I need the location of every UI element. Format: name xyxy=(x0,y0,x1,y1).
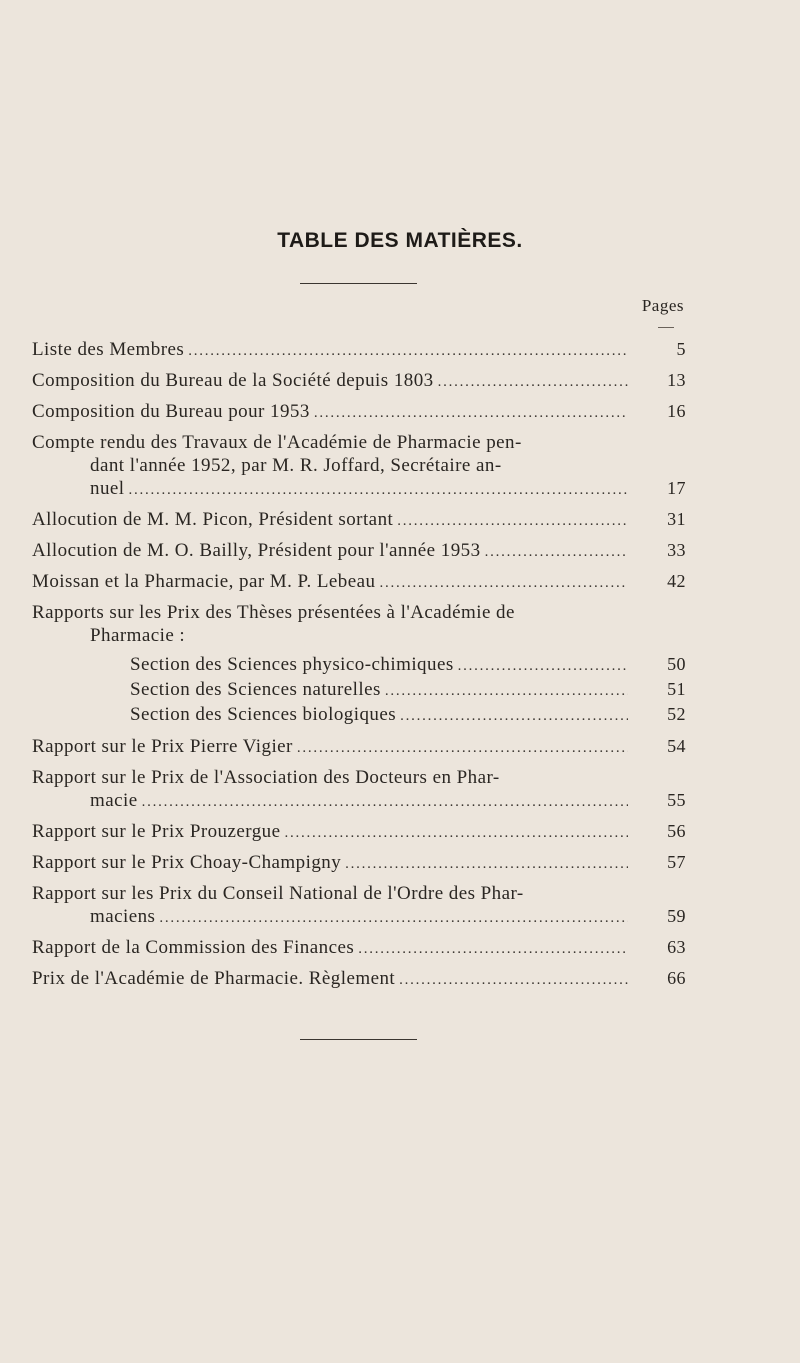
toc-page-number: 63 xyxy=(667,937,686,957)
toc-entry xyxy=(32,338,686,363)
toc-page-number: 66 xyxy=(667,968,686,988)
toc-entry-last-line xyxy=(32,789,686,814)
toc-entry-text: Section des Sciences physico-chimiques xyxy=(130,654,454,675)
toc-entry-last-line xyxy=(32,477,686,502)
toc-entry-text: Section des Sciences naturelles xyxy=(130,679,381,700)
toc-page-number: 50 xyxy=(667,654,686,674)
dot-leader xyxy=(379,572,628,595)
toc-entry-last-line xyxy=(32,735,686,760)
toc-entry xyxy=(32,369,686,394)
pages-column-header: Pages xyxy=(641,296,684,315)
toc-entry-text: Prix de l'Académie de Pharmacie. Règlement xyxy=(32,968,396,989)
toc-entry-text: Section des Sciences biologiques xyxy=(130,704,397,725)
toc-entry-last-line xyxy=(130,678,686,703)
toc-entry-text: Rapport sur le Prix Prouzergue xyxy=(32,821,281,842)
toc-entry-text: maciens xyxy=(90,906,156,927)
toc-entry-text: Liste des Membres xyxy=(32,339,185,360)
toc-entry xyxy=(32,967,686,992)
toc-page-number: 56 xyxy=(667,821,686,841)
toc-entry-last-line xyxy=(32,400,686,425)
toc-entry xyxy=(32,820,686,845)
toc-subentry xyxy=(130,653,686,678)
toc-entry-text: Rapport sur le Prix Pierre Vigier xyxy=(32,736,293,757)
toc-entry-last-line xyxy=(32,936,686,961)
toc-page-number: 57 xyxy=(667,852,686,872)
toc-entry xyxy=(32,882,686,930)
table-of-contents xyxy=(32,338,686,998)
toc-entry-last-line xyxy=(32,539,686,564)
toc-entry-text: Composition du Bureau de la Société depuis 1803 xyxy=(32,370,434,391)
toc-entry-text: macie xyxy=(90,790,138,811)
dot-leader xyxy=(358,938,628,961)
toc-page-number: 33 xyxy=(667,540,686,560)
toc-page-number: 55 xyxy=(667,790,686,810)
toc-entry-last-line xyxy=(130,653,686,678)
toc-entry xyxy=(32,601,686,647)
title-divider xyxy=(300,283,417,284)
toc-entry xyxy=(32,400,686,425)
toc-entry xyxy=(32,735,686,760)
footer-divider xyxy=(300,1039,417,1040)
toc-entry-last-line xyxy=(32,851,686,876)
toc-entry xyxy=(32,431,686,502)
dot-leader xyxy=(142,791,628,814)
dot-leader xyxy=(314,402,628,425)
toc-entry xyxy=(32,570,686,595)
toc-entry-text: Rapport sur le Prix Choay-Champigny xyxy=(32,852,342,873)
toc-page-number: 16 xyxy=(667,401,686,421)
dot-leader xyxy=(485,541,628,564)
page-title: TABLE DES MATIÈRES. xyxy=(277,229,523,252)
pages-header-dash xyxy=(658,327,674,328)
toc-entry xyxy=(32,851,686,876)
dot-leader xyxy=(400,705,628,728)
toc-entry-text: Allocution de M. M. Picon, Président sortant xyxy=(32,509,394,530)
toc-page-number: 31 xyxy=(667,509,686,529)
toc-entry-line: dant l'année 1952, par M. R. Joffard, Secrétaire an- xyxy=(90,455,502,476)
toc-entry-text: nuel xyxy=(90,478,125,499)
toc-entry xyxy=(32,766,686,814)
toc-page-number: 51 xyxy=(667,679,686,699)
toc-entry-text: Composition du Bureau pour 1953 xyxy=(32,401,310,422)
toc-entry-last-line xyxy=(32,820,686,845)
toc-entry-text: Allocution de M. O. Bailly, Président pour l'année 1953 xyxy=(32,540,481,561)
toc-entry-last-line xyxy=(32,338,686,363)
toc-entry xyxy=(32,539,686,564)
toc-entry-last-line xyxy=(32,624,686,647)
toc-entry-line: Rapport sur les Prix du Conseil National de l'Ordre des Phar- xyxy=(32,883,524,904)
toc-entry-last-line xyxy=(32,905,686,930)
toc-entry-last-line xyxy=(32,369,686,394)
toc-page-number: 59 xyxy=(667,906,686,926)
toc-entry-last-line xyxy=(130,703,686,728)
toc-page-number: 54 xyxy=(667,736,686,756)
toc-page-number: 42 xyxy=(667,571,686,591)
toc-page-number: 5 xyxy=(676,339,686,359)
toc-entry-text: Pharmacie : xyxy=(90,625,186,646)
toc-subentry xyxy=(130,678,686,703)
toc-entry xyxy=(32,936,686,961)
dot-leader xyxy=(458,655,628,678)
toc-entry-line: Compte rendu des Travaux de l'Académie de Pharmacie pen- xyxy=(32,432,522,453)
dot-leader xyxy=(397,510,628,533)
dot-leader xyxy=(129,479,628,502)
dot-leader xyxy=(438,371,628,394)
toc-entry-last-line xyxy=(32,570,686,595)
dot-leader xyxy=(297,737,628,760)
toc-page-number: 17 xyxy=(667,478,686,498)
toc-entry xyxy=(32,508,686,533)
toc-entry-last-line xyxy=(32,508,686,533)
toc-entry-text: Moissan et la Pharmacie, par M. P. Lebeau xyxy=(32,571,376,592)
toc-page-number: 52 xyxy=(667,704,686,724)
toc-entry-last-line xyxy=(32,967,686,992)
toc-page-number: 13 xyxy=(667,370,686,390)
toc-subentry xyxy=(130,703,686,728)
toc-entry-line: Rapport sur le Prix de l'Association des Docteurs en Phar- xyxy=(32,767,500,788)
dot-leader xyxy=(188,340,628,363)
dot-leader xyxy=(159,907,628,930)
dot-leader xyxy=(285,822,629,845)
dot-leader xyxy=(399,969,628,992)
dot-leader xyxy=(345,853,628,876)
dot-leader xyxy=(385,680,628,703)
toc-entry-text: Rapport de la Commission des Finances xyxy=(32,937,355,958)
toc-entry-line: Rapports sur les Prix des Thèses présentées à l'Académie de xyxy=(32,602,515,623)
